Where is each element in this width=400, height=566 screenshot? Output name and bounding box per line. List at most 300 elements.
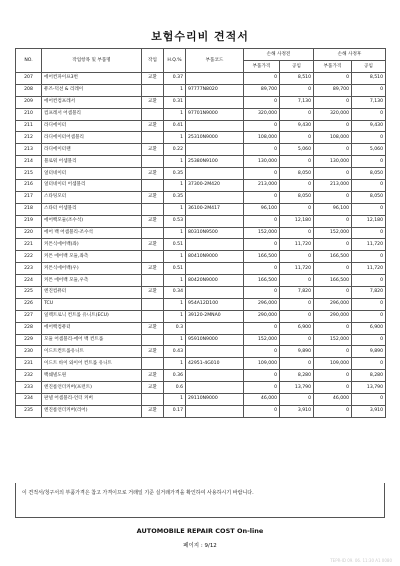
row-labor-after: 13,790 [352,382,386,394]
row-hq: 1 [164,180,186,192]
row-labor-after: 0 [352,394,386,406]
table-row [16,96,386,108]
row-labor-before: 0 [280,108,314,120]
row-work: 교환 [142,346,164,358]
row-price-before: 0 [244,346,280,358]
row-no: 207 [16,73,42,85]
row-hq: 0.35 [164,168,186,180]
row-labor-after: 0 [352,310,386,322]
header-work: 작업 [142,49,164,73]
row-item: 에어컨컴프레서 [42,96,142,108]
row-price-before: 166,500 [244,251,280,263]
row-code [186,370,244,382]
row-no: 226 [16,298,42,310]
row-price-after: 0 [314,144,352,156]
row-price-after: 296,000 [314,298,352,310]
row-labor-after: 0 [352,298,386,310]
row-labor-before: 0 [280,394,314,406]
row-labor-before: 0 [280,298,314,310]
row-labor-before: 3,910 [280,405,314,417]
row-no: 235 [16,405,42,417]
row-labor-after: 3,910 [352,405,386,417]
row-work: 교환 [142,215,164,227]
row-price-before: 0 [244,239,280,251]
row-labor-after: 7,130 [352,96,386,108]
row-no: 223 [16,263,42,275]
row-code: 954A12D100 [186,298,244,310]
header-code: 부품코드 [186,49,244,73]
row-no: 217 [16,191,42,203]
row-price-after: 0 [314,120,352,132]
row-labor-before: 9,890 [280,346,314,358]
row-hq: 0.35 [164,191,186,203]
row-price-after: 320,000 [314,108,352,120]
row-labor-after: 0 [352,156,386,168]
row-no: 228 [16,322,42,334]
row-labor-before: 8,050 [280,191,314,203]
row-price-before: 152,000 [244,334,280,346]
row-labor-after: 8,050 [352,191,386,203]
table-row [16,346,386,358]
table-row [16,227,386,239]
row-work: 교환 [142,405,164,417]
row-item: 스타터 어셈블리 [42,203,142,215]
row-labor-before: 11,720 [280,263,314,275]
row-hq: 1 [164,227,186,239]
row-labor-before: 6,900 [280,322,314,334]
row-work: 교환 [142,370,164,382]
row-item: TCU [42,298,142,310]
row-labor-before: 9,430 [280,120,314,132]
row-hq: 1 [164,156,186,168]
row-code [186,263,244,275]
row-no: 221 [16,239,42,251]
row-price-after: 0 [314,96,352,108]
row-hq: 0.17 [164,405,186,417]
row-labor-before: 0 [280,203,314,215]
row-work: 교환 [142,191,164,203]
row-price-after: 213,000 [314,180,352,192]
row-code [186,346,244,358]
row-hq: 0.43 [164,346,186,358]
row-item: 이드트컨트롤유니트 [42,346,142,358]
row-price-before: 0 [244,120,280,132]
header-hq: H.Q.% [164,49,186,73]
table-row [16,358,386,370]
row-labor-before: 11,720 [280,239,314,251]
table-row [16,394,386,406]
row-work: 교환 [142,263,164,275]
row-price-after: 0 [314,73,352,85]
row-labor-before: 0 [280,275,314,287]
row-price-after: 0 [314,405,352,417]
table-row [16,263,386,275]
row-labor-before: 0 [280,358,314,370]
row-work: 교환 [142,96,164,108]
row-hq: 1 [164,394,186,406]
row-price-after: 109,000 [314,358,352,370]
row-labor-after: 11,720 [352,239,386,251]
row-code: 97777N8020 [186,84,244,96]
row-labor-after: 0 [352,275,386,287]
row-no: 227 [16,310,42,322]
table-row [16,203,386,215]
row-price-after: 0 [314,263,352,275]
row-code [186,215,244,227]
table-row [16,287,386,299]
header-labor-before: 공임 [280,61,314,73]
row-item: 엔진컴퓨터 [42,287,142,299]
row-hq: 0.6 [164,382,186,394]
row-hq: 0.36 [164,370,186,382]
row-work: 교환 [142,168,164,180]
row-no: 232 [16,370,42,382]
table-row [16,73,386,85]
row-labor-after: 0 [352,358,386,370]
row-price-after: 166,500 [314,251,352,263]
row-hq: 1 [164,251,186,263]
row-code: 25310N9000 [186,132,244,144]
row-item: 에어컨파이프3번 [42,73,142,85]
row-hq: 0.31 [164,96,186,108]
header-labor-after: 공임 [352,61,386,73]
table-row [16,298,386,310]
header-no: NO. [16,49,42,73]
print-stamp: TEPR-ID 09. 06. 11:30 A1 0080 [330,558,392,563]
row-hq: 0.22 [164,144,186,156]
row-labor-before: 0 [280,227,314,239]
table-row [16,405,386,417]
row-labor-before: 0 [280,334,314,346]
row-no: 214 [16,156,42,168]
row-price-after: 130,000 [314,156,352,168]
row-price-after: 290,000 [314,310,352,322]
row-price-before: 0 [244,287,280,299]
row-item: 이드트 바이 와이어 컨트롤 유니트 [42,358,142,370]
table-row [16,84,386,96]
row-code: 80410N9000 [186,251,244,263]
header-after: 손해 사정후 [314,49,386,61]
row-work: 교환 [142,239,164,251]
row-labor-after: 0 [352,251,386,263]
row-item: 일렉트로닉 컨트롤 유니트(ECU) [42,310,142,322]
row-labor-after: 8,510 [352,73,386,85]
row-code [186,382,244,394]
row-hq: 1 [164,132,186,144]
row-price-before: 108,000 [244,132,280,144]
row-hq: 1 [164,203,186,215]
row-price-before: 109,000 [244,358,280,370]
row-price-before: 296,000 [244,298,280,310]
row-no: 216 [16,180,42,192]
row-item: 퓨즈-덕션 & 리레이 [42,84,142,96]
row-price-after: 166,500 [314,275,352,287]
row-code: 39120-2MNA0 [186,310,244,322]
row-code: 36100-2M417 [186,203,244,215]
row-labor-after: 9,430 [352,120,386,132]
row-code [186,96,244,108]
row-hq: 1 [164,334,186,346]
row-price-after: 0 [314,346,352,358]
row-no: 224 [16,275,42,287]
table-row [16,322,386,334]
row-labor-after: 0 [352,180,386,192]
row-item: 판넬 어셈블리-언더 커버 [42,394,142,406]
row-price-before: 166,500 [244,275,280,287]
row-work: 교환 [142,382,164,394]
row-item: 에어백컴퓨터 [42,322,142,334]
row-code [186,405,244,417]
row-price-after: 0 [314,322,352,334]
row-price-before: 0 [244,370,280,382]
row-price-before: 0 [244,405,280,417]
row-work [142,394,164,406]
row-labor-before: 8,510 [280,73,314,85]
row-price-before: 152,000 [244,227,280,239]
row-price-before: 0 [244,144,280,156]
footer-title: AUTOMOBILE REPAIR COST On-line [136,527,264,535]
row-hq: 1 [164,298,186,310]
row-item: 에어 백 어셈블리-조수석 [42,227,142,239]
row-work: 교환 [142,322,164,334]
row-price-before: 89,700 [244,84,280,96]
row-code [186,144,244,156]
row-item: 블로워 어셈블리 [42,156,142,168]
row-work [142,132,164,144]
row-labor-after: 0 [352,108,386,120]
page-number: 페이지 : 9/12 [183,543,217,549]
table-row [16,382,386,394]
row-labor-after: 0 [352,203,386,215]
row-code: 80420N9000 [186,275,244,287]
row-item: 커튼 에어백 모듈,우측 [42,275,142,287]
row-code: 95910N9000 [186,334,244,346]
row-price-after: 46,000 [314,394,352,406]
row-item: 커튼 에어백 모듈,좌측 [42,251,142,263]
row-work: 교환 [142,144,164,156]
row-no: 230 [16,346,42,358]
row-labor-after: 9,890 [352,346,386,358]
row-code [186,120,244,132]
row-item: 얼터네이터 어셈블리 [42,180,142,192]
row-item: 커튼식에어백(우) [42,263,142,275]
row-item: 라디에이터 [42,120,142,132]
row-labor-after: 11,720 [352,263,386,275]
table-row [16,144,386,156]
row-hq: 0.3 [164,322,186,334]
row-work [142,203,164,215]
row-labor-after: 5,060 [352,144,386,156]
row-price-before: 0 [244,322,280,334]
row-price-after: 96,100 [314,203,352,215]
row-no: 220 [16,227,42,239]
row-price-after: 152,000 [314,227,352,239]
row-labor-before: 8,280 [280,370,314,382]
table-row [16,120,386,132]
row-item: 라디에이터랜 [42,144,142,156]
row-code [186,73,244,85]
row-labor-before: 0 [280,310,314,322]
row-labor-before: 0 [280,251,314,263]
row-price-before: 0 [244,263,280,275]
table-row [16,180,386,192]
row-item: 에어백모듈(조수석) [42,215,142,227]
table-row [16,239,386,251]
row-work [142,156,164,168]
estimate-table [15,48,386,418]
table-row [16,334,386,346]
row-hq: 1 [164,275,186,287]
table-row [16,168,386,180]
row-price-before: 213,000 [244,180,280,192]
row-item: 커튼식에어백(좌) [42,239,142,251]
row-price-after: 0 [314,287,352,299]
row-work: 교환 [142,120,164,132]
row-price-after: 0 [314,215,352,227]
row-no: 229 [16,334,42,346]
row-no: 233 [16,382,42,394]
row-price-before: 130,000 [244,156,280,168]
row-item: 엔진룸언더커버(리어) [42,405,142,417]
row-hq: 0.53 [164,215,186,227]
row-code: 42951-4G010 [186,358,244,370]
row-work [142,275,164,287]
row-no: 219 [16,215,42,227]
header-price-after: 부품가격 [314,61,352,73]
table-row [16,251,386,263]
row-code [186,287,244,299]
row-price-before: 0 [244,215,280,227]
table-row [16,370,386,382]
row-labor-after: 7,820 [352,287,386,299]
header-before: 손해 사정전 [244,49,314,61]
row-hq: 0.51 [164,239,186,251]
row-hq: 1 [164,310,186,322]
row-no: 210 [16,108,42,120]
row-labor-after: 8,280 [352,370,386,382]
row-no: 222 [16,251,42,263]
row-price-before: 0 [244,96,280,108]
row-price-after: 0 [314,191,352,203]
document-title: 보험수리비 견적서 [151,30,249,43]
row-no: 215 [16,168,42,180]
row-code [186,239,244,251]
row-price-before: 290,000 [244,310,280,322]
table-row [16,310,386,322]
row-labor-after: 0 [352,227,386,239]
row-work [142,251,164,263]
row-item: 엔진룸언더커버(프런트) [42,382,142,394]
row-code: 25380N9100 [186,156,244,168]
row-price-before: 46,000 [244,394,280,406]
row-code: 80310N9500 [186,227,244,239]
row-labor-before: 0 [280,84,314,96]
table-row [16,132,386,144]
row-work [142,108,164,120]
row-work [142,310,164,322]
row-labor-after: 6,900 [352,322,386,334]
row-labor-before: 13,790 [280,382,314,394]
row-no: 209 [16,96,42,108]
row-labor-before: 0 [280,132,314,144]
row-item: 컴프레서 어셈블리 [42,108,142,120]
row-labor-before: 5,060 [280,144,314,156]
row-work: 교환 [142,73,164,85]
row-no: 231 [16,358,42,370]
row-item: 얼터네이터 [42,168,142,180]
row-price-after: 0 [314,168,352,180]
row-work [142,298,164,310]
row-work [142,227,164,239]
row-labor-before: 12,180 [280,215,314,227]
row-labor-before: 0 [280,156,314,168]
row-price-after: 0 [314,239,352,251]
row-labor-after: 0 [352,84,386,96]
row-hq: 0.41 [164,120,186,132]
row-work [142,180,164,192]
row-code [186,168,244,180]
row-labor-after: 0 [352,132,386,144]
row-work [142,334,164,346]
row-price-before: 0 [244,191,280,203]
row-hq: 0.37 [164,73,186,85]
row-labor-after: 8,050 [352,168,386,180]
row-no: 234 [16,394,42,406]
row-hq: 0.51 [164,263,186,275]
header-price-before: 부품가격 [244,61,280,73]
row-labor-before: 7,820 [280,287,314,299]
row-work: 교환 [142,287,164,299]
row-price-after: 152,000 [314,334,352,346]
row-labor-after: 0 [352,334,386,346]
row-code: 29110N9000 [186,394,244,406]
row-item: 모듈 어셈블리-에어 백 컨트롤 [42,334,142,346]
row-no: 208 [16,84,42,96]
row-code [186,322,244,334]
row-hq: 1 [164,84,186,96]
row-no: 218 [16,203,42,215]
row-hq: 0.34 [164,287,186,299]
row-price-after: 0 [314,382,352,394]
row-item: 스타팅모터 [42,191,142,203]
row-work [142,84,164,96]
row-code [186,191,244,203]
row-price-before: 0 [244,382,280,394]
row-code: 37300-2M420 [186,180,244,192]
row-price-before: 96,100 [244,203,280,215]
header-item: 작업항목 및 부품명 [42,49,142,73]
row-price-before: 320,000 [244,108,280,120]
table-row [16,156,386,168]
row-price-after: 0 [314,370,352,382]
table-row [16,215,386,227]
row-price-before: 0 [244,168,280,180]
row-no: 212 [16,132,42,144]
row-no: 211 [16,120,42,132]
row-price-before: 0 [244,73,280,85]
table-row [16,108,386,120]
row-work [142,358,164,370]
row-code: 97701N9000 [186,108,244,120]
table-row [16,275,386,287]
row-labor-before: 7,130 [280,96,314,108]
row-hq: 1 [164,108,186,120]
row-item: 라디에이터어셈블리 [42,132,142,144]
row-no: 213 [16,144,42,156]
row-labor-before: 8,050 [280,168,314,180]
row-no: 225 [16,287,42,299]
row-labor-before: 0 [280,180,314,192]
